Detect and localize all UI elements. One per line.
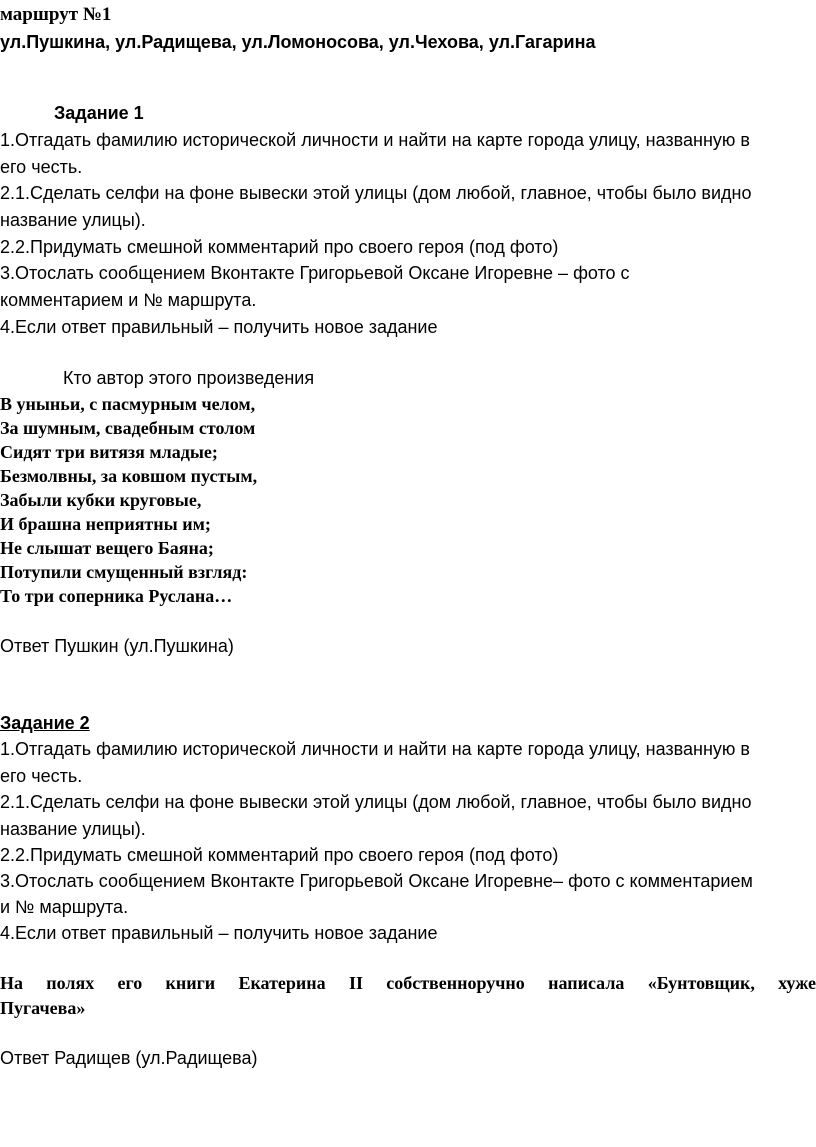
route-streets: ул.Пушкина, ул.Радищева, ул.Ломоносова, ул.Чехова, ул.Гагарина xyxy=(0,32,596,52)
task2-instruction-line: его честь. xyxy=(0,766,83,786)
poem-line: Потупили смущенный взгляд: xyxy=(0,562,248,582)
poem-line: Забыли кубки круговые, xyxy=(0,490,202,510)
task1-instruction-line: комментарием и № маршрута. xyxy=(0,290,257,310)
poem-line: В уныньи, с пасмурным челом, xyxy=(0,394,256,414)
task2-instruction-line: 3.Отослать сообщением Вконтакте Григорьевой Оксане Игоревне– фото с комментарием xyxy=(0,871,753,891)
task2-heading: Задание 2 xyxy=(0,713,90,733)
task2-instruction-line: 1.Отгадать фамилию исторической личности и найти на карте города улицу, названную в xyxy=(0,739,750,759)
task2-instruction-line: и № маршрута. xyxy=(0,897,129,917)
task2-quote-line: На полях его книги Екатерина II собственноручно написала «Бунтовщик, хуже xyxy=(0,973,816,993)
task1-answer: Ответ Пушкин (ул.Пушкина) xyxy=(0,636,234,656)
poem-line: Не слышат вещего Баяна; xyxy=(0,538,214,558)
task1-question: Кто автор этого произведения xyxy=(63,368,315,388)
task2-quote-line: Пугачева» xyxy=(0,998,86,1018)
task1-instruction-line: 4.Если ответ правильный – получить новое задание xyxy=(0,317,438,337)
task2-instruction-line: название улицы). xyxy=(0,819,146,839)
poem-line: То три соперника Руслана… xyxy=(0,586,233,606)
poem-line: Сидят три витязя младые; xyxy=(0,442,218,462)
poem-line: За шумным, свадебным столом xyxy=(0,418,256,438)
task2-instruction-line: 2.1.Сделать селфи на фоне вывески этой улицы (дом любой, главное, чтобы было видно xyxy=(0,792,752,812)
poem-line: Безмолвны, за ковшом пустым, xyxy=(0,466,258,486)
task2-instruction-line: 4.Если ответ правильный – получить новое задание xyxy=(0,923,438,943)
task2-answer: Ответ Радищев (ул.Радищева) xyxy=(0,1048,258,1068)
task1-instruction-line: 1.Отгадать фамилию исторической личности и найти на карте города улицу, названную в xyxy=(0,130,750,150)
task2-instruction-line: 2.2.Придумать смешной комментарий про своего героя (под фото) xyxy=(0,845,559,865)
poem-line: И брашна неприятны им; xyxy=(0,514,211,534)
task1-instruction-line: его честь. xyxy=(0,157,83,177)
task1-instruction-line: 2.2.Придумать смешной комментарий про своего героя (под фото) xyxy=(0,237,559,257)
route-title: маршрут №1 xyxy=(0,4,112,25)
task1-heading: Задание 1 xyxy=(54,103,144,123)
task1-instruction-line: 3.Отослать сообщением Вконтакте Григорьевой Оксане Игоревне – фото с xyxy=(0,263,630,283)
task1-instruction-line: название улицы). xyxy=(0,210,146,230)
task1-instruction-line: 2.1.Сделать селфи на фоне вывески этой улицы (дом любой, главное, чтобы было видно xyxy=(0,183,752,203)
